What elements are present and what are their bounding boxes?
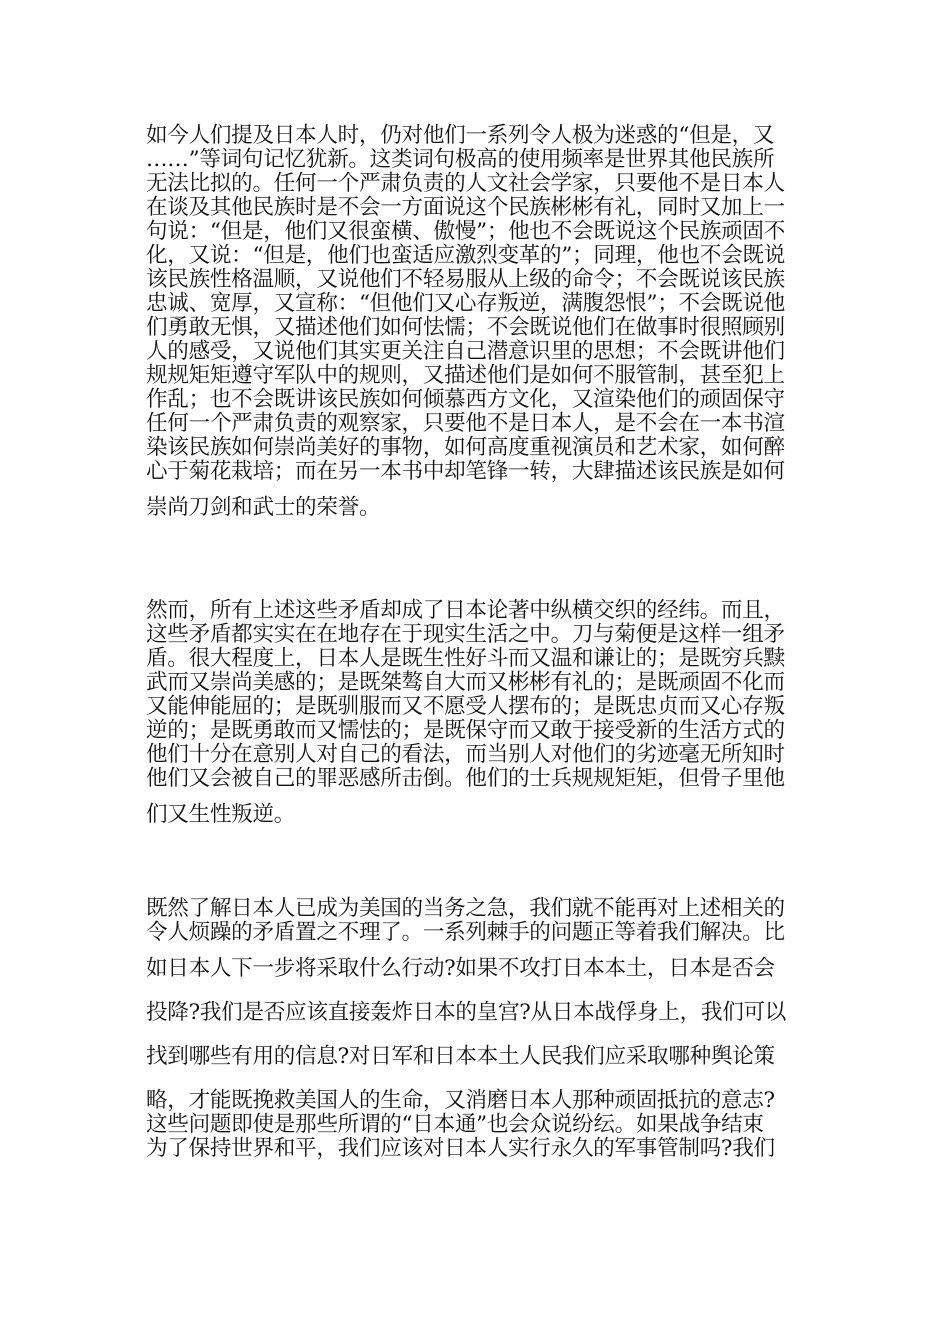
- text-line: 无法比拟的。任何一个严肃负责的人文社会学家，只要他不是日本人: [146, 171, 785, 196]
- paragraph-1: [146, 124, 816, 520]
- text-line: 作乱；也不会既讲该民族如何倾慕西方文化，又渲染他们的顽固保守: [146, 387, 785, 412]
- text-line: 在谈及其他民族时是不会一方面说这个民族彬彬有礼，同时又加上一: [146, 195, 785, 220]
- paragraph-3: [146, 897, 816, 1161]
- text-line: 染该民族如何崇尚美好的事物，如何高度重视演员和艺术家，如何醉: [146, 435, 785, 460]
- text-line: 令人烦躁的矛盾置之不理了。一系列棘手的问题正等着我们解决。比: [146, 920, 785, 945]
- text-line: 如今人们提及日本人时，仍对他们一系列令人极为迷惑的“但是，又: [146, 123, 775, 148]
- text-line: 既然了解日本人已成为美国的当务之急，我们就不能再对上述相关的: [146, 896, 785, 921]
- text-line: 化，又说：“但是，他们也蛮适应激烈变革的”；同理，他也不会既说: [146, 243, 785, 268]
- text-line: 忠诚、宽厚，又宣称：“但他们又心存叛逆，满腹怨恨”；不会既说他: [146, 291, 785, 316]
- text-line: 如日本人下一步将采取什么行动?如果不攻打日本本土，日本是否会: [146, 956, 775, 981]
- text-line: 规规矩矩遵守军队中的规则，又描述他们是如何不服管制，甚至犯上: [146, 363, 785, 388]
- text-line: 盾。很大程度上，日本人是既生性好斗而又温和谦让的；是既穷兵黩: [146, 646, 785, 671]
- text-line: 投降?我们是否应该直接轰炸日本的皇宫?从日本战俘身上，我们可以: [146, 1000, 787, 1025]
- text-line: 这些矛盾都实实在在地存在于现实生活之中。刀与菊便是这样一组矛: [146, 622, 785, 647]
- text-line: 略，才能既挽救美国人的生命，又消磨日本人那种顽固抵抗的意志?: [146, 1088, 775, 1113]
- text-line: 这些问题即使是那些所谓的“日本通”也会众说纷纭。如果战争结束: [146, 1112, 764, 1137]
- text-line: 们勇敢无惧，又描述他们如何怯懦；不会既说他们在做事时很照顾别: [146, 315, 785, 340]
- text-line: 逆的；是既勇敢而又懦怯的；是既保守而又敢于接受新的生活方式的: [146, 718, 785, 743]
- paragraph-2: [146, 599, 816, 827]
- text-line: 该民族性格温顺，又说他们不轻易服从上级的命令；不会既说该民族: [146, 267, 785, 292]
- text-line: 找到哪些有用的信息?对日军和日本本土人民我们应采取哪种舆论策: [146, 1044, 775, 1069]
- text-line: 武而又崇尚美感的；是既桀骜自大而又彬彬有礼的；是既顽固不化而: [146, 670, 785, 695]
- text-line: 崇尚刀剑和武士的荣誉。: [146, 495, 381, 520]
- text-line: 们又生性叛逆。: [146, 802, 296, 827]
- text-line: 句说：“但是，他们又很蛮横、傲慢”；他也不会既说这个民族顽固不: [146, 219, 785, 244]
- text-line: 为了保持世界和平，我们应该对日本人实行永久的军事管制吗?我们: [146, 1136, 775, 1161]
- text-line: 人的感受，又说他们其实更关注自己潜意识里的思想；不会既讲他们: [146, 339, 785, 364]
- text-line: ……”等词句记忆犹新。这类词句极高的使用频率是世界其他民族所: [146, 147, 775, 172]
- text-line: 他们又会被自己的罪恶感所击倒。他们的士兵规规矩矩，但骨子里他: [146, 766, 785, 791]
- text-line: 他们十分在意别人对自己的看法，而当别人对他们的劣迹毫无所知时: [146, 742, 785, 767]
- text-line: 又能伸能屈的；是既驯服而又不愿受人摆布的；是既忠贞而又心存叛: [146, 694, 785, 719]
- text-line: 心于菊花栽培；而在另一本书中却笔锋一转，大肆描述该民族是如何: [146, 459, 785, 484]
- text-line: 任何一个严肃负责的观察家，只要他不是日本人，是不会在一本书渲: [146, 411, 785, 436]
- text-line: 然而，所有上述这些矛盾却成了日本论著中纵横交织的经纬。而且，: [146, 598, 785, 623]
